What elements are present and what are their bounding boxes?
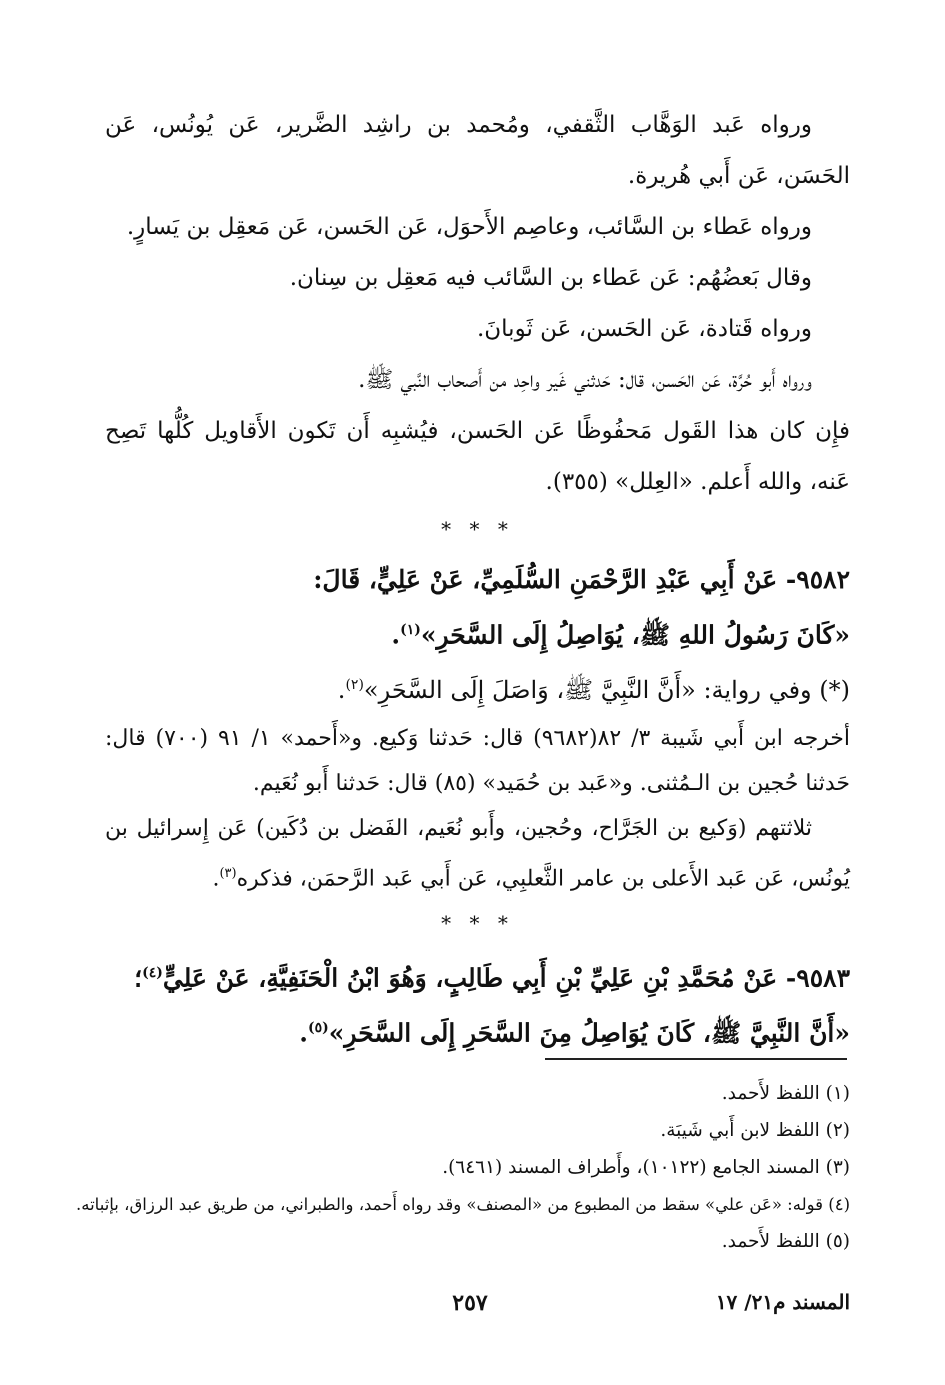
footnote-ref: (٢)	[345, 677, 364, 694]
paragraph: وقال بَعضُهُم: عَن عَطاء بن السَّائب فيه مَعقِل بن سِنان.	[289, 265, 812, 291]
hadith-9583-matn: «أَنَّ النَّبِيَّ ﷺ، كَانَ يُوَاصِلُ مِنَ السَّحَرِ إِلَى السَّحَرِ»$^{(٥)}$.	[299, 1018, 850, 1048]
footnote-ref: (١)	[400, 622, 421, 638]
punctuation: ؛	[134, 962, 143, 992]
footnote-ref: (٥)	[308, 1019, 329, 1036]
footnote-ref: (٣)	[219, 866, 237, 882]
footnote: (٢) اللفظ لابن أَبي شَيبَة.	[660, 1120, 850, 1141]
hadith-text: «أَنَّ النَّبِيَّ ﷺ، كَانَ يُوَاصِلُ مِنَ السَّحَرِ إِلَى السَّحَرِ»	[328, 1018, 850, 1048]
paragraph: ورواه عَبد الوَهَّاب الثَّقفي، ومُحمد بن راشِد الضَّرير، عَن يُونُس، عَن الحَسَن، عَن أَبي هُريرة.	[105, 112, 850, 189]
volume-signature: المسند م٢١/ ١٧	[715, 1290, 850, 1314]
footnote: (٥) اللفظ لأَحمد.	[721, 1231, 850, 1252]
hadith-9583-isnad	[105, 948, 850, 1003]
takhrij-paragraph: ثلاثتهم (وَكيع بن الجَرَّاح، وحُجين، وأَبو نُعَيم، الفَضل بن دُكَين) عَن إِسرائيل بن يُونُس، عَن عَبد الأَعلى بن عامر الثَّعلبِي، عَن أَبي عَبد الرَّحمَن، فذكره$^{(٣)}$.	[105, 816, 850, 892]
variant-text: (*) وفي رواية: «أَنَّ النَّبِيَّ ﷺ، وَاصَلَ إِلَى السَّحَرِ»	[363, 676, 850, 705]
paragraph: فإِن كان هذا القَول مَحفُوظًا عَن الحَسن، فيُشبِه أَن تَكون الأَقاويل كُلُّها تَصِح عَنه، والله أَعلم. «العِلل» (٣٥٥).	[105, 418, 850, 495]
paragraph: ورواه عَطاء بن السَّائب، وعاصِم الأَحوَل، عَن الحَسن، عَن مَعقِل بن يَسارٍ.	[126, 214, 812, 240]
hadith-text: ٩٥٨٣- عَنْ مُحَمَّدِ بْنِ عَلِيِّ بْنِ أَبِي طَالِبٍ، وَهُوَ ابْنُ الْحَنَفِيَّةِ، عَنْ عَلِيٍّ	[162, 962, 850, 992]
footnote: (١) اللفظ لأَحمد.	[721, 1083, 850, 1104]
hadith-9582-matn: «كَانَ رَسُولُ اللهِ ﷺ، يُوَاصِلُ إِلَى السَّحَرِ»$^{(١)}$.	[391, 620, 850, 650]
hadith-text: «كَانَ رَسُولُ اللهِ ﷺ، يُوَاصِلُ إِلَى السَّحَرِ»	[420, 620, 850, 650]
section-separator: * * *	[441, 910, 514, 935]
footnote-divider	[545, 1058, 847, 1060]
takhrij-text: ثلاثتهم (وَكيع بن الجَرَّاح، وحُجين، وأَبو نُعَيم، الفَضل بن دُكَين) عَن إِسرائيل بن يُونُس، عَن عَبد الأَعلى بن عامر الثَّعلبِي، عَن أَبي عَبد الرَّحمَن، فذكره	[105, 816, 850, 892]
page-footer	[105, 1290, 850, 1330]
takhrij-paragraph: أخرجه ابن أَبي شَيبة ٣/ ٨٢(٩٦٨٢) قال: حَدثنا وَكيع. و«أَحمد» ١/ ٩١ (٧٠٠) قال: حَدثنا حُجين بن الـمُثنى. و«عَبد بن حُمَيد» (٨٥) قال: حَدثنا أَبو نُعَيم.	[105, 726, 851, 797]
footnote: (٤) قوله: «عَن علي» سقط من المطبوع من «المصنف» وقد رواه أَحمد، والطبراني، من طريق عبد الرزاق، بإثباته.	[76, 1195, 850, 1214]
footnote: (٣) المسند الجامع (١٠١٢٢)، وأَطراف المسند (٦٤٦١).	[442, 1157, 850, 1178]
hadith-9582-variant: (*) وفي رواية: «أَنَّ النَّبِيَّ ﷺ، وَاصَلَ إِلَى السَّحَرِ»$^{(٢)}$.	[337, 676, 850, 705]
footnotes	[76, 1075, 850, 1260]
hadith-9582-isnad: ٩٥٨٢- عَنْ أَبِي عَبْدِ الرَّحْمَنِ السُّلَمِيِّ، عَنْ عَلِيٍّ، قَالَ:	[313, 565, 850, 594]
page-body	[105, 100, 850, 1058]
section-separator: * * *	[441, 517, 514, 541]
page-number: ٢٥٧	[452, 1290, 488, 1316]
paragraph: ورواه قَتادة، عَن الحَسن، عَن ثَوبانَ.	[476, 316, 812, 342]
footnote-ref: (٤)	[142, 964, 163, 981]
paragraph: ورواه أَبو حُرَّة، عَن الحَسن، قال: حَدثني غَير واحِد من أَصحاب النَّبي ﷺ.	[358, 367, 812, 393]
